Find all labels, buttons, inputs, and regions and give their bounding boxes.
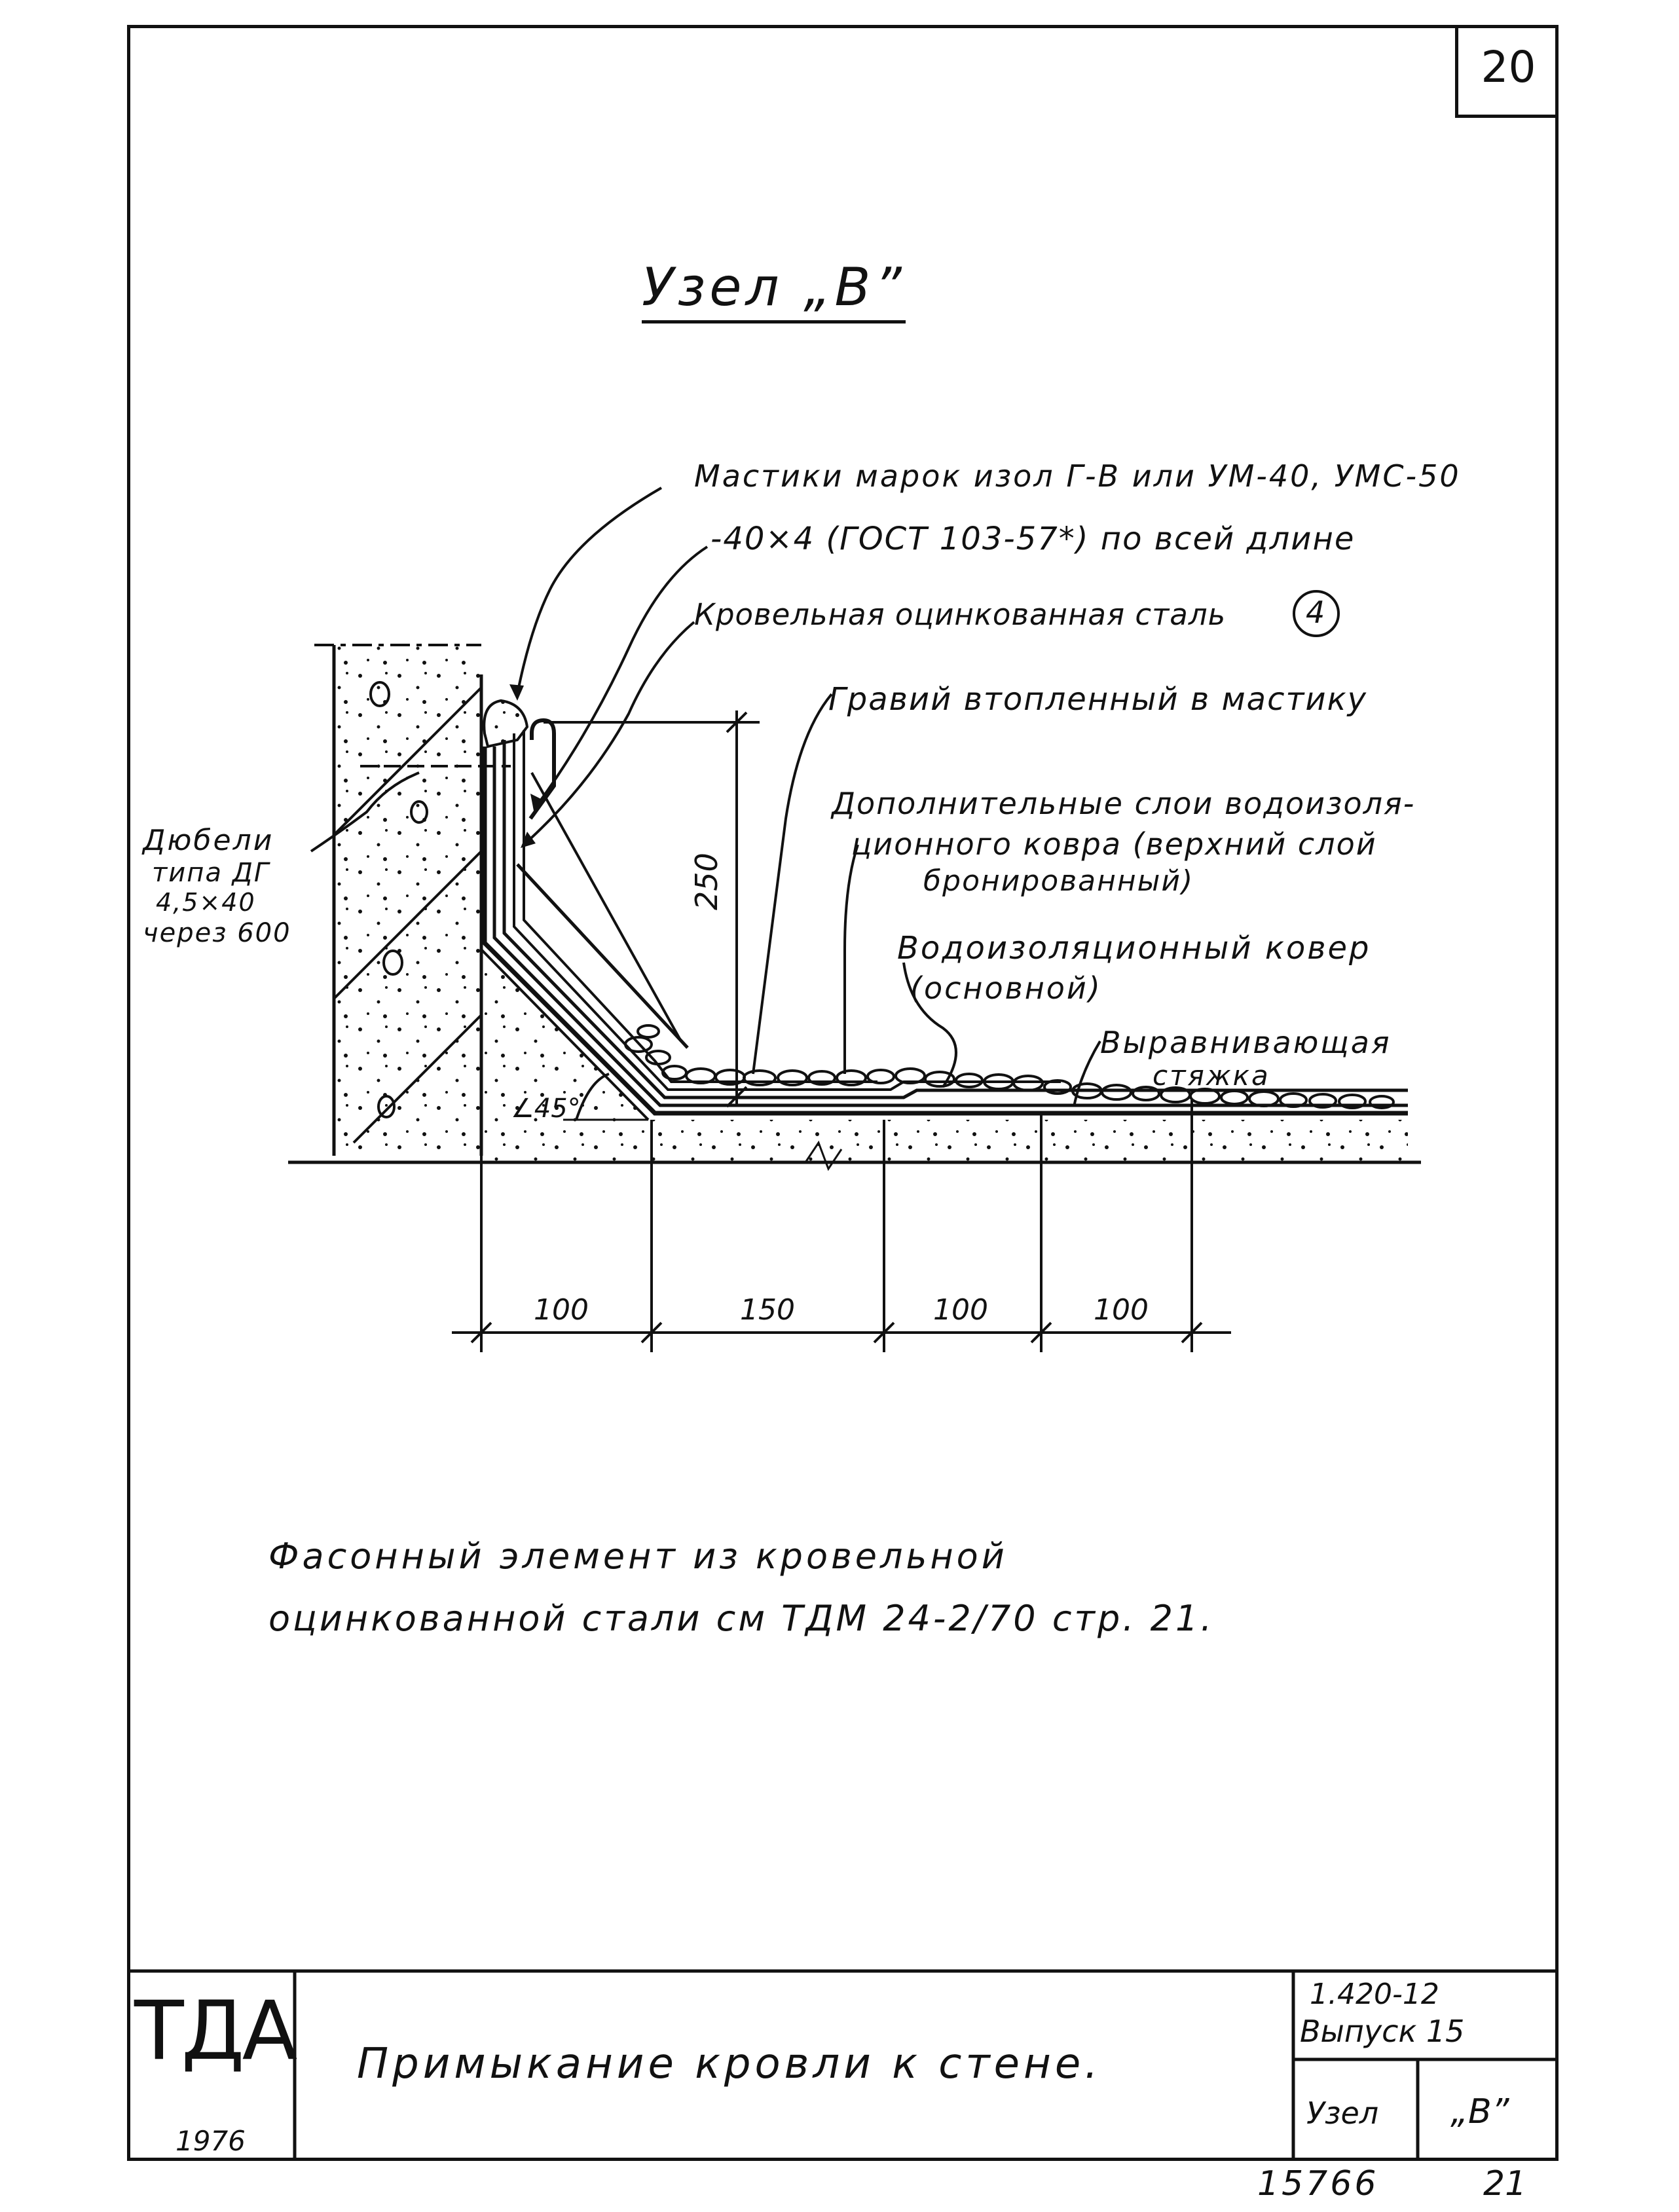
org-year: 1976 [175, 2125, 246, 2157]
height-dimension-label: 250 [689, 853, 724, 910]
extra-layers-callout-2: ционного ковра (верхний слой [851, 826, 1377, 862]
angle-label: ∠45° [511, 1094, 581, 1124]
steel-callout: Кровельная оцинкованная сталь [694, 597, 1227, 632]
page-number: 20 [1481, 42, 1536, 92]
drawing-issue: Выпуск 15 [1300, 2014, 1465, 2049]
dowels-callout-2: типа ДГ [152, 858, 270, 888]
screed-callout-1: Выравнивающая [1100, 1025, 1392, 1060]
note-line-1: Фасонный элемент из кровельной [268, 1536, 1008, 1577]
sheet-number: 21 [1483, 2164, 1527, 2203]
dowels-callout-1: Дюбели [143, 824, 274, 857]
mastic-blob [484, 701, 527, 747]
width-label-3: 100 [933, 1293, 988, 1327]
width-label-4: 100 [1094, 1293, 1149, 1327]
extra-layers-callout-1: Дополнительные слои водоизоля- [832, 786, 1416, 821]
extra-layers-callout-3: бронированный) [923, 864, 1194, 898]
org-logo: ТДА [134, 1984, 295, 2078]
note-line-2: оцинкованной стали см ТДМ 24-2/70 стр. 21. [268, 1598, 1215, 1639]
drawing-name: Примыкание кровли к стене. [357, 2040, 1102, 2088]
screed-callout-2: стяжка [1153, 1060, 1270, 1092]
mastic-callout: Мастики марок изол Г-В или УМ-40, УМС-50 [694, 458, 1461, 494]
carpet-callout-1: Водоизоляционный ковер [897, 930, 1371, 967]
concrete-wall [314, 645, 481, 1156]
gravel-callout: Гравий втопленный в мастику [828, 681, 1368, 718]
carpet-callout-2: (основной) [910, 970, 1102, 1006]
strip-callout: -40×4 (ГОСТ 103-57*) по всей длине [710, 521, 1356, 557]
width-label-1: 100 [534, 1293, 589, 1327]
dowels-callout-3: 4,5×40 [156, 888, 256, 917]
dowels-callout-4: через 600 [143, 918, 291, 948]
drawing-code: 1.420-12 [1310, 1978, 1439, 2011]
width-label-2: 150 [740, 1293, 795, 1327]
steel-ref-number: 4 [1306, 595, 1325, 630]
drawing-title: Узел „В” [642, 257, 906, 323]
node-value: „В” [1450, 2092, 1509, 2131]
node-label: Узел [1306, 2095, 1379, 2131]
archive-number: 15766 [1257, 2164, 1379, 2203]
